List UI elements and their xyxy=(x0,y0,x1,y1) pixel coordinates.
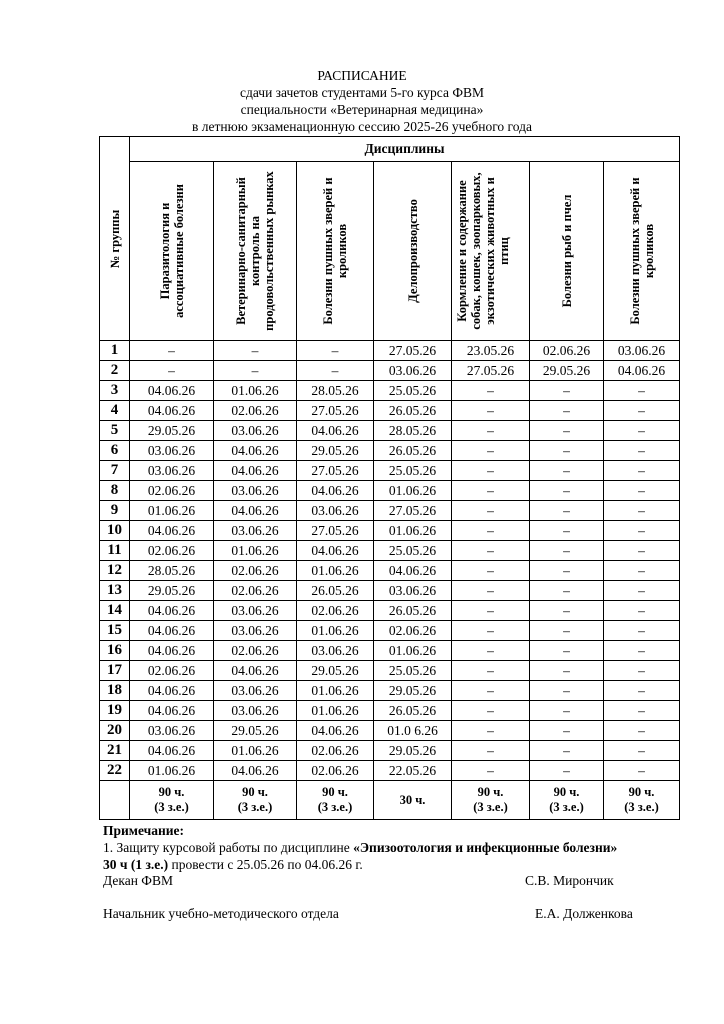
dean-title: Декан ФВМ xyxy=(103,873,173,888)
table-cell: 03.06.26 xyxy=(374,581,452,601)
table-cell: 02.06.26 xyxy=(214,561,297,581)
table-cell: 02.06.26 xyxy=(297,741,374,761)
table-cell: – xyxy=(452,441,530,461)
table-cell: – xyxy=(452,381,530,401)
table-row xyxy=(100,621,680,641)
table-row xyxy=(100,541,680,561)
table-cell: – xyxy=(604,601,680,621)
dean-name: С.В. Мирончик xyxy=(525,873,614,888)
table-cell: – xyxy=(530,721,604,741)
schedule-table xyxy=(99,136,680,820)
table-row xyxy=(100,361,680,381)
table-cell: – xyxy=(530,661,604,681)
table-cell: 04.06.26 xyxy=(297,421,374,441)
total-credits: (3 з.е.) xyxy=(154,800,189,814)
table-cell: – xyxy=(452,641,530,661)
table-cell: 02.06.26 xyxy=(374,621,452,641)
table-cell: 01.06.26 xyxy=(374,481,452,501)
group-number: 13 xyxy=(100,581,130,601)
table-cell: 27.05.26 xyxy=(374,501,452,521)
table-cell: – xyxy=(530,421,604,441)
table-cell: 26.05.26 xyxy=(374,401,452,421)
table-row xyxy=(100,661,680,681)
table-cell: 26.05.26 xyxy=(297,581,374,601)
table-cell: – xyxy=(530,521,604,541)
table-cell: 26.05.26 xyxy=(374,701,452,721)
table-cell: 04.06.26 xyxy=(130,641,214,661)
group-number: 3 xyxy=(100,381,130,401)
total-hours-cell xyxy=(604,781,680,820)
table-cell: – xyxy=(604,541,680,561)
table-cell: 01.06.26 xyxy=(374,521,452,541)
table-cell: – xyxy=(530,581,604,601)
table-cell: 01.06.26 xyxy=(297,681,374,701)
total-hours-cell xyxy=(452,781,530,820)
totals-row xyxy=(100,781,680,820)
table-cell: 26.05.26 xyxy=(374,441,452,461)
table-cell: 03.06.26 xyxy=(297,641,374,661)
table-cell: 29.05.26 xyxy=(214,721,297,741)
table-cell: – xyxy=(604,461,680,481)
table-cell: – xyxy=(452,621,530,641)
total-hours-cell xyxy=(130,781,214,820)
table-row xyxy=(100,501,680,521)
table-cell: 02.06.26 xyxy=(530,341,604,361)
table-cell: – xyxy=(530,541,604,561)
table-cell: 28.05.26 xyxy=(374,421,452,441)
note-line-1: 1. Защиту курсовой работы по дисциплине «Эпизоотология и инфекционные болезни» xyxy=(103,840,618,855)
table-cell: 03.06.26 xyxy=(130,461,214,481)
table-cell: 04.06.26 xyxy=(130,621,214,641)
table-cell: 02.06.26 xyxy=(214,401,297,421)
table-cell: – xyxy=(530,641,604,661)
table-cell: – xyxy=(530,741,604,761)
table-cell: – xyxy=(604,681,680,701)
total-hours: 90 ч. xyxy=(628,785,655,799)
table-cell: 02.06.26 xyxy=(214,581,297,601)
table-cell: – xyxy=(530,681,604,701)
table-cell: – xyxy=(530,701,604,721)
group-column-header: № группы xyxy=(100,137,130,341)
total-hours-cell xyxy=(374,781,452,820)
table-cell: – xyxy=(604,481,680,501)
table-cell: 01.06.26 xyxy=(214,741,297,761)
table-cell: 04.06.26 xyxy=(130,381,214,401)
table-cell: – xyxy=(530,761,604,781)
table-cell: 04.06.26 xyxy=(130,521,214,541)
table-cell: 04.06.26 xyxy=(214,661,297,681)
table-row xyxy=(100,421,680,441)
table-cell: – xyxy=(604,701,680,721)
total-hours: 90 ч. xyxy=(322,785,348,799)
column-header-parasitology: Паразитология и ассоциативные болезни xyxy=(130,162,214,341)
table-cell: 01.0 6.26 xyxy=(374,721,452,741)
table-cell: – xyxy=(452,761,530,781)
table-cell: 22.05.26 xyxy=(374,761,452,781)
column-header-feeding-and-keeping: Кормление и содержание собак, кошек, зоопарковых, экзотических животных и птиц xyxy=(452,162,530,341)
table-cell: 03.06.26 xyxy=(130,441,214,461)
table-cell: 04.06.26 xyxy=(130,701,214,721)
table-row xyxy=(100,601,680,621)
group-number: 15 xyxy=(100,621,130,641)
total-hours: 90 ч. xyxy=(477,785,504,799)
table-row xyxy=(100,721,680,741)
table-row xyxy=(100,761,680,781)
doc-subtitle-1: сдачи зачетов студентами 5-го курса ФВМ xyxy=(239,85,485,100)
total-credits: (3 з.е.) xyxy=(624,800,659,814)
table-row xyxy=(100,641,680,661)
total-hours: 90 ч. xyxy=(242,785,268,799)
table-cell: 27.05.26 xyxy=(297,521,374,541)
table-cell: – xyxy=(452,681,530,701)
table-cell: 25.05.26 xyxy=(374,461,452,481)
table-cell: – xyxy=(452,461,530,481)
table-cell: – xyxy=(452,581,530,601)
table-row xyxy=(100,681,680,701)
table-cell: – xyxy=(452,741,530,761)
table-cell: – xyxy=(604,741,680,761)
table-cell: 01.06.26 xyxy=(297,561,374,581)
table-cell: 02.06.26 xyxy=(297,761,374,781)
table-cell: 29.05.26 xyxy=(130,581,214,601)
table-cell: – xyxy=(452,521,530,541)
table-cell: 04.06.26 xyxy=(297,481,374,501)
group-number: 5 xyxy=(100,421,130,441)
table-cell: 02.06.26 xyxy=(130,481,214,501)
total-hours-cell xyxy=(297,781,374,820)
table-cell: 04.06.26 xyxy=(297,541,374,561)
table-cell: – xyxy=(452,701,530,721)
table-row xyxy=(100,701,680,721)
table-cell: 27.05.26 xyxy=(374,341,452,361)
table-cell: 27.05.26 xyxy=(297,461,374,481)
table-row xyxy=(100,401,680,421)
table-cell: – xyxy=(452,561,530,581)
table-cell: 03.06.26 xyxy=(604,341,680,361)
table-cell: 03.06.26 xyxy=(214,621,297,641)
table-cell: – xyxy=(530,461,604,481)
table-cell: – xyxy=(530,401,604,421)
group-number: 2 xyxy=(100,361,130,381)
table-cell: 26.05.26 xyxy=(374,601,452,621)
table-cell: – xyxy=(604,421,680,441)
column-header-vet-sanitary-control: Ветеринарно-санитарный контроль на продовольственных рынках xyxy=(214,162,297,341)
disciplines-header: Дисциплины xyxy=(130,137,680,162)
table-cell: 03.06.26 xyxy=(214,521,297,541)
group-number: 12 xyxy=(100,561,130,581)
table-cell: – xyxy=(604,441,680,461)
table-cell: 28.05.26 xyxy=(130,561,214,581)
table-cell: 01.06.26 xyxy=(130,501,214,521)
total-hours: 90 ч. xyxy=(158,785,185,799)
table-cell: – xyxy=(604,761,680,781)
table-cell: – xyxy=(297,341,374,361)
table-row xyxy=(100,441,680,461)
table-cell: 04.06.26 xyxy=(214,441,297,461)
table-cell: 04.06.26 xyxy=(130,401,214,421)
doc-title: РАСПИСАНИЕ xyxy=(317,68,407,83)
table-row xyxy=(100,461,680,481)
table-cell: – xyxy=(452,401,530,421)
table-cell: 02.06.26 xyxy=(130,661,214,681)
doc-subtitle-2: специальности «Ветеринарная медицина» xyxy=(240,102,484,117)
table-cell: 04.06.26 xyxy=(214,501,297,521)
table-cell: 04.06.26 xyxy=(374,561,452,581)
table-cell: – xyxy=(530,501,604,521)
table-cell: 28.05.26 xyxy=(297,381,374,401)
total-credits: (3 з.е.) xyxy=(317,800,353,814)
head-name: Е.А. Долженкова xyxy=(535,906,633,921)
group-number: 21 xyxy=(100,741,130,761)
group-number: 18 xyxy=(100,681,130,701)
head-title: Начальник учебно-методического отдела xyxy=(103,906,339,921)
table-cell: 29.05.26 xyxy=(530,361,604,381)
table-cell: – xyxy=(604,401,680,421)
note-line-2: 30 ч (1 з.е.) провести с 25.05.26 по 04.06.26 г. xyxy=(103,857,363,872)
table-cell: – xyxy=(604,621,680,641)
table-cell: 04.06.26 xyxy=(130,601,214,621)
table-cell: 02.06.26 xyxy=(130,541,214,561)
group-number: 6 xyxy=(100,441,130,461)
table-cell: 01.06.26 xyxy=(214,541,297,561)
table-cell: – xyxy=(452,541,530,561)
table-cell: 01.06.26 xyxy=(374,641,452,661)
table-cell: 29.05.26 xyxy=(374,681,452,701)
table-cell: 29.05.26 xyxy=(297,441,374,461)
doc-subtitle-3: в летнюю экзаменационную сессию 2025-26 учебного года xyxy=(192,119,532,134)
table-cell: 01.06.26 xyxy=(297,621,374,641)
group-number: 14 xyxy=(100,601,130,621)
table-cell: 03.06.26 xyxy=(374,361,452,381)
table-cell: 03.06.26 xyxy=(130,721,214,741)
table-cell: – xyxy=(452,421,530,441)
total-hours: 90 ч. xyxy=(553,785,580,799)
table-cell: – xyxy=(604,501,680,521)
table-cell: – xyxy=(130,341,214,361)
table-cell: 03.06.26 xyxy=(214,701,297,721)
table-cell: 04.06.26 xyxy=(214,761,297,781)
table-cell: 29.05.26 xyxy=(130,421,214,441)
table-cell: 25.05.26 xyxy=(374,541,452,561)
table-cell: 23.05.26 xyxy=(452,341,530,361)
column-header-records-management: Делопроизводство xyxy=(374,162,452,341)
table-cell: 03.06.26 xyxy=(214,481,297,501)
group-number: 19 xyxy=(100,701,130,721)
table-cell: 03.06.26 xyxy=(214,421,297,441)
table-cell: – xyxy=(530,601,604,621)
table-row xyxy=(100,581,680,601)
table-cell: – xyxy=(214,361,297,381)
table-cell: 27.05.26 xyxy=(452,361,530,381)
total-hours-cell xyxy=(530,781,604,820)
total-credits: (3 з.е.) xyxy=(237,800,273,814)
table-cell: 25.05.26 xyxy=(374,661,452,681)
column-header-fur-animals-diseases: Болезни пушных зверей и кроликов xyxy=(297,162,374,341)
table-cell: – xyxy=(452,481,530,501)
table-row xyxy=(100,341,680,361)
table-cell: 03.06.26 xyxy=(214,601,297,621)
table-cell: – xyxy=(530,561,604,581)
table-cell: – xyxy=(604,581,680,601)
table-cell: 04.06.26 xyxy=(130,681,214,701)
table-cell: 29.05.26 xyxy=(297,661,374,681)
group-number: 7 xyxy=(100,461,130,481)
table-cell: 02.06.26 xyxy=(297,601,374,621)
table-cell: – xyxy=(530,381,604,401)
group-number: 10 xyxy=(100,521,130,541)
table-cell: 04.06.26 xyxy=(604,361,680,381)
table-cell: 27.05.26 xyxy=(297,401,374,421)
table-cell: – xyxy=(604,561,680,581)
column-header-fur-animals-diseases-2: Болезни пушных зверей и кроликов xyxy=(604,162,680,341)
column-header-fish-and-bee-diseases: Болезни рыб и пчел xyxy=(530,162,604,341)
total-hours-cell xyxy=(214,781,297,820)
table-cell: 25.05.26 xyxy=(374,381,452,401)
total-credits: (3 з.е.) xyxy=(473,800,508,814)
table-cell: – xyxy=(604,661,680,681)
table-cell: 04.06.26 xyxy=(297,721,374,741)
table-cell: 02.06.26 xyxy=(214,641,297,661)
group-number: 20 xyxy=(100,721,130,741)
table-cell: 04.06.26 xyxy=(214,461,297,481)
table-cell: – xyxy=(530,621,604,641)
table-cell: 29.05.26 xyxy=(374,741,452,761)
table-cell: – xyxy=(530,481,604,501)
table-row xyxy=(100,381,680,401)
group-number: 17 xyxy=(100,661,130,681)
group-number: 4 xyxy=(100,401,130,421)
table-cell: – xyxy=(452,501,530,521)
group-number: 11 xyxy=(100,541,130,561)
table-cell: 01.06.26 xyxy=(214,381,297,401)
group-number: 9 xyxy=(100,501,130,521)
table-cell: – xyxy=(604,721,680,741)
table-cell: – xyxy=(604,521,680,541)
table-row xyxy=(100,521,680,541)
table-cell: 03.06.26 xyxy=(297,501,374,521)
table-cell: – xyxy=(530,441,604,461)
table-cell: – xyxy=(297,361,374,381)
table-cell: 04.06.26 xyxy=(130,741,214,761)
table-cell: – xyxy=(604,381,680,401)
table-cell: 01.06.26 xyxy=(297,701,374,721)
table-cell: – xyxy=(130,361,214,381)
table-cell: – xyxy=(604,641,680,661)
note-heading: Примечание: xyxy=(103,823,185,838)
table-cell: – xyxy=(452,721,530,741)
total-credits: (3 з.е.) xyxy=(549,800,584,814)
table-row xyxy=(100,481,680,501)
group-number: 1 xyxy=(100,341,130,361)
table-cell: 01.06.26 xyxy=(130,761,214,781)
table-cell: – xyxy=(452,661,530,681)
table-row xyxy=(100,561,680,581)
table-cell: – xyxy=(452,601,530,621)
group-number: 8 xyxy=(100,481,130,501)
group-number: 22 xyxy=(100,761,130,781)
table-cell: – xyxy=(214,341,297,361)
group-number: 16 xyxy=(100,641,130,661)
table-row xyxy=(100,741,680,761)
total-hours: 30 ч. xyxy=(399,792,426,807)
table-cell: 03.06.26 xyxy=(214,681,297,701)
totals-label-cell xyxy=(100,781,130,820)
